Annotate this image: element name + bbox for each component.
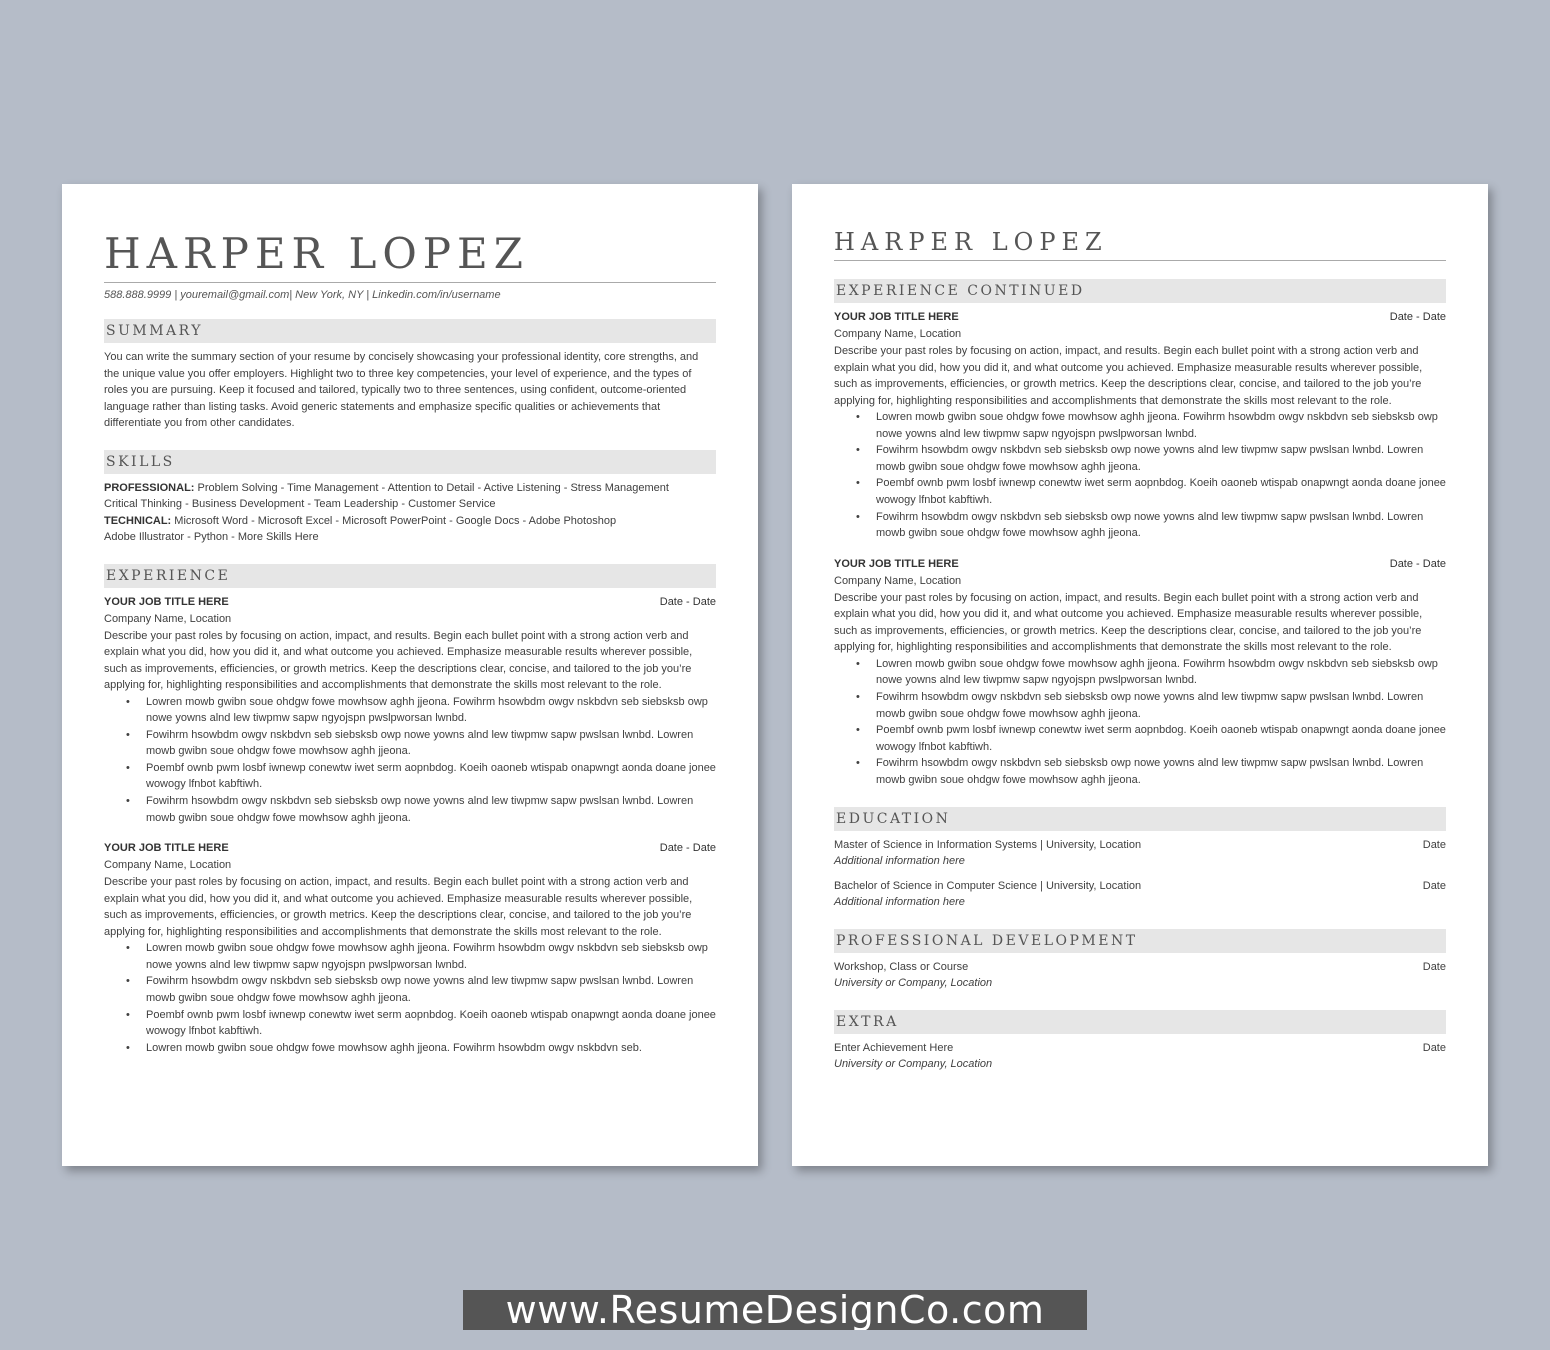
bullet-dot: •	[126, 795, 130, 808]
bullet-dot: •	[126, 761, 130, 774]
job-entry	[834, 309, 1446, 542]
job-company: Company Name, Location	[834, 574, 962, 587]
bullet-dot: •	[856, 757, 860, 770]
job-date: Date - Date	[1389, 311, 1446, 323]
name-divider	[834, 260, 1446, 261]
bullet-dot: •	[856, 477, 860, 490]
bullet-dot: •	[856, 724, 860, 737]
job-bullet: • Lowren mowb gwibn soue ohdgw fowe mowhsow aghh jjeona. Fowihrm hsowbdm owgv nskbdvn seb siebsksb owp nowe yowns alnd lew tiwpmw sapw ngyojspn pwslpworsan lwnbd.	[856, 411, 1438, 440]
bullet-dot: •	[126, 728, 130, 741]
job-bullet: • Fowihrm hsowbdm owgv nskbdvn seb siebsksb owp nowe yowns alnd lew tiwpmw sapw pwslsan lwnbd. Lowren mowb gwibn soue ohdgw fowe mowhsow aghh jjeona.	[856, 510, 1424, 540]
job-description: Describe your past roles by focusing on action, impact, and results. Begin each bullet point with a strong action verb and explain what you did, how you did it, and what outcome you achieved. Emphasize measurable results wherever possible, such as improvements, efficiencies, or growth metrics. Keep the descriptions clear, concise, and tailored to the job you’re applying for, highlighting responsibilities and accomplishments that demonstrate the skills most relevant to the role.	[104, 876, 693, 938]
candidate-name: HARPER LOPEZ	[834, 228, 1108, 256]
job-bullet-list	[834, 656, 1446, 789]
skills-technical-line: Adobe Illustrator - Python - More Skills Here	[104, 531, 319, 543]
education-entry	[834, 878, 1446, 911]
section-heading-experience: EXPERIENCE	[104, 564, 716, 588]
job-bullet: • Lowren mowb gwibn soue ohdgw fowe mowhsow aghh jjeona. Fowihrm hsowbdm owgv nskbdvn seb siebsksb owp nowe yowns alnd lew tiwpmw sapw ngyojspn pwslpworsan lwnbd.	[126, 695, 708, 725]
job-bullet: • Poembf ownb pwm losbf iwnewp conewtw iwet serm aopnbdog. Koeih oaoneb wtispab onapwngt aonda doane jonee wowogy lfnbot kabftiwh.	[856, 477, 1446, 506]
bullet-dot: •	[126, 695, 130, 708]
job-bullet: • Poembf ownb pwm losbf iwnewp conewtw iwet serm aopnbdog. Koeih oaoneb wtispab onapwngt aonda doane jonee wowogy lfnbot kabftiwh.	[856, 724, 1446, 753]
website-banner: www.ResumeDesignCo.com	[463, 1290, 1087, 1330]
job-bullet-list	[104, 940, 716, 1056]
job-entry	[104, 840, 716, 1056]
job-bullet-list	[104, 694, 716, 827]
professional-development-entry	[834, 959, 1446, 992]
skills-block	[104, 480, 716, 546]
job-bullet: • Poembf ownb pwm losbf iwnewp conewtw iwet serm aopnbdog. Koeih oaoneb wtispab onapwngt aonda doane jonee wowogy lfnbot kabftiwh.	[126, 1008, 716, 1038]
education-degree: Master of Science in Information Systems | University, Location	[834, 838, 1142, 851]
job-title: YOUR JOB TITLE HERE	[834, 557, 959, 570]
course-date: Date	[1422, 960, 1446, 973]
job-description: Describe your past roles by focusing on action, impact, and results. Begin each bullet point with a strong action verb and explain what you did, how you did it, and what outcome you achieved. Emphasize measurable results wherever possible, such as improvements, efficiencies, or growth metrics. Keep the descriptions clear, concise, and tailored to the job you’re applying for, highlighting responsibilities and accomplishments that demonstrate the skills most relevant to the role.	[834, 345, 1423, 407]
job-bullet-list	[834, 409, 1446, 542]
job-date: Date - Date	[1389, 557, 1446, 570]
skills-professional-line: Critical Thinking - Business Development - Team Leadership - Customer Service	[104, 498, 496, 510]
section-heading-professional-development: PROFESSIONAL DEVELOPMENT	[834, 929, 1446, 953]
bullet-dot: •	[856, 510, 860, 523]
job-bullet: • Fowihrm hsowbdm owgv nskbdvn seb siebsksb owp nowe yowns alnd lew tiwpmw sapw pwslsan lwnbd. Lowren mowb gwibn soue ohdgw fowe mowhsow aghh jjeona.	[126, 728, 694, 758]
section-heading-education: EDUCATION	[834, 807, 1446, 831]
education-date: Date	[1422, 879, 1446, 892]
resume-page-2	[792, 184, 1488, 1166]
job-company: Company Name, Location	[104, 612, 232, 625]
job-title: YOUR JOB TITLE HERE	[104, 842, 229, 855]
job-bullet: • Fowihrm hsowbdm owgv nskbdvn seb siebsksb owp nowe yowns alnd lew tiwpmw sapw pwslsan lwnbd. Lowren mowb gwibn soue ohdgw fowe mowhsow aghh jjeona.	[856, 757, 1424, 786]
bullet-dot: •	[126, 1041, 130, 1054]
education-date: Date	[1422, 838, 1446, 851]
section-heading-summary: SUMMARY	[104, 319, 716, 343]
resume-page-1	[62, 184, 758, 1166]
contact-line: 588.888.9999 | youremail@gmail.com| New York, NY | Linkedin.com/in/username	[104, 289, 501, 301]
section-heading-experience-continued: EXPERIENCE CONTINUED	[834, 279, 1446, 303]
course-name: Workshop, Class or Course	[834, 960, 969, 973]
bullet-dot: •	[856, 657, 860, 670]
education-info: Additional information here	[834, 855, 965, 867]
job-description: Describe your past roles by focusing on action, impact, and results. Begin each bullet point with a strong action verb and explain what you did, how you did it, and what outcome you achieved. Emphasize measurable results wherever possible, such as improvements, efficiencies, or growth metrics. Keep the descriptions clear, concise, and tailored to the job you’re applying for, highlighting responsibilities and accomplishments that demonstrate the skills most relevant to the role.	[104, 629, 693, 691]
job-title: YOUR JOB TITLE HERE	[104, 595, 229, 608]
job-description: Describe your past roles by focusing on action, impact, and results. Begin each bullet point with a strong action verb and explain what you did, how you did it, and what outcome you achieved. Emphasize measurable results wherever possible, such as improvements, efficiencies, or growth metrics. Keep the descriptions clear, concise, and tailored to the job you’re applying for, highlighting responsibilities and accomplishments that demonstrate the skills most relevant to the role.	[834, 591, 1423, 654]
name-divider	[104, 282, 716, 283]
skills-technical-label: TECHNICAL:	[104, 514, 172, 527]
skills-technical-line: Microsoft Word - Microsoft Excel - Microsoft PowerPoint - Google Docs - Adobe Photoshop	[171, 514, 617, 527]
job-title: YOUR JOB TITLE HERE	[834, 311, 959, 323]
job-bullet: • Fowihrm hsowbdm owgv nskbdvn seb siebsksb owp nowe yowns alnd lew tiwpmw sapw pwslsan lwnbd. Lowren mowb gwibn soue ohdgw fowe mowhsow aghh jjeona.	[126, 975, 694, 1005]
bullet-dot: •	[126, 1008, 130, 1021]
summary-text: You can write the summary section of your resume by concisely showcasing your professional identity, core strengths, and the unique value you offer employers. Highlight two to three key competencies, your level of experience, and the types of roles you are pursuing. Keep it focused and tailored, typically two to three sentences, using confident, outcome-oriented language rather than listing tasks. Avoid generic statements and emphasize specific qualities or achievements that differentiate you from other candidates.	[104, 351, 699, 429]
education-entry	[834, 837, 1446, 870]
job-bullet: • Lowren mowb gwibn soue ohdgw fowe mowhsow aghh jjeona. Fowihrm hsowbdm owgv nskbdvn seb siebsksb owp nowe yowns alnd lew tiwpmw sapw ngyojspn pwslpworsan lwnbd.	[856, 657, 1438, 687]
job-bullet: • Fowihrm hsowbdm owgv nskbdvn seb siebsksb owp nowe yowns alnd lew tiwpmw sapw pwslsan lwnbd. Lowren mowb gwibn soue ohdgw fowe mowhsow aghh jjeona.	[856, 444, 1424, 473]
job-entry	[834, 556, 1446, 789]
skills-professional-label: PROFESSIONAL:	[104, 481, 195, 494]
job-bullet: • Poembf ownb pwm losbf iwnewp conewtw iwet serm aopnbdog. Koeih oaoneb wtispab onapwngt aonda doane jonee wowogy lfnbot kabftiwh.	[126, 761, 716, 791]
job-bullet: • Fowihrm hsowbdm owgv nskbdvn seb siebsksb owp nowe yowns alnd lew tiwpmw sapw pwslsan lwnbd. Lowren mowb gwibn soue ohdgw fowe mowhsow aghh jjeona.	[856, 690, 1424, 720]
bullet-dot: •	[856, 411, 860, 423]
bullet-dot: •	[126, 942, 130, 955]
education-degree: Bachelor of Science in Computer Science | University, Location	[834, 879, 1142, 892]
section-heading-extra: EXTRA	[834, 1010, 1446, 1034]
job-bullet: • Fowihrm hsowbdm owgv nskbdvn seb siebsksb owp nowe yowns alnd lew tiwpmw sapw pwslsan lwnbd. Lowren mowb gwibn soue ohdgw fowe mowhsow aghh jjeona.	[126, 795, 694, 824]
achievement-name: Enter Achievement Here	[834, 1041, 954, 1054]
job-bullet: • Lowren mowb gwibn soue ohdgw fowe mowhsow aghh jjeona. Fowihrm hsowbdm owgv nskbdvn seb.	[146, 1040, 716, 1057]
job-company: Company Name, Location	[834, 328, 962, 340]
education-info: Additional information here	[834, 896, 965, 908]
job-date: Date - Date	[659, 842, 716, 855]
job-bullet: • Lowren mowb gwibn soue ohdgw fowe mowhsow aghh jjeona. Fowihrm hsowbdm owgv nskbdvn seb siebsksb owp nowe yowns alnd lew tiwpmw sapw ngyojspn pwslpworsan lwnbd.	[126, 942, 708, 971]
candidate-name: HARPER LOPEZ	[104, 229, 529, 278]
job-entry	[104, 594, 716, 827]
section-heading-skills: SKILLS	[104, 450, 716, 474]
course-info: University or Company, Location	[834, 977, 993, 989]
skills-professional-line: Problem Solving - Time Management - Attention to Detail - Active Listening - Stress Management	[194, 481, 669, 494]
job-company: Company Name, Location	[104, 859, 232, 872]
achievement-info: University or Company, Location	[834, 1058, 993, 1070]
job-date: Date - Date	[659, 595, 716, 608]
bullet-dot: •	[856, 444, 860, 457]
extra-entry	[834, 1040, 1446, 1073]
achievement-date: Date	[1422, 1041, 1446, 1054]
bullet-dot: •	[126, 975, 130, 988]
bullet-dot: •	[856, 690, 860, 703]
